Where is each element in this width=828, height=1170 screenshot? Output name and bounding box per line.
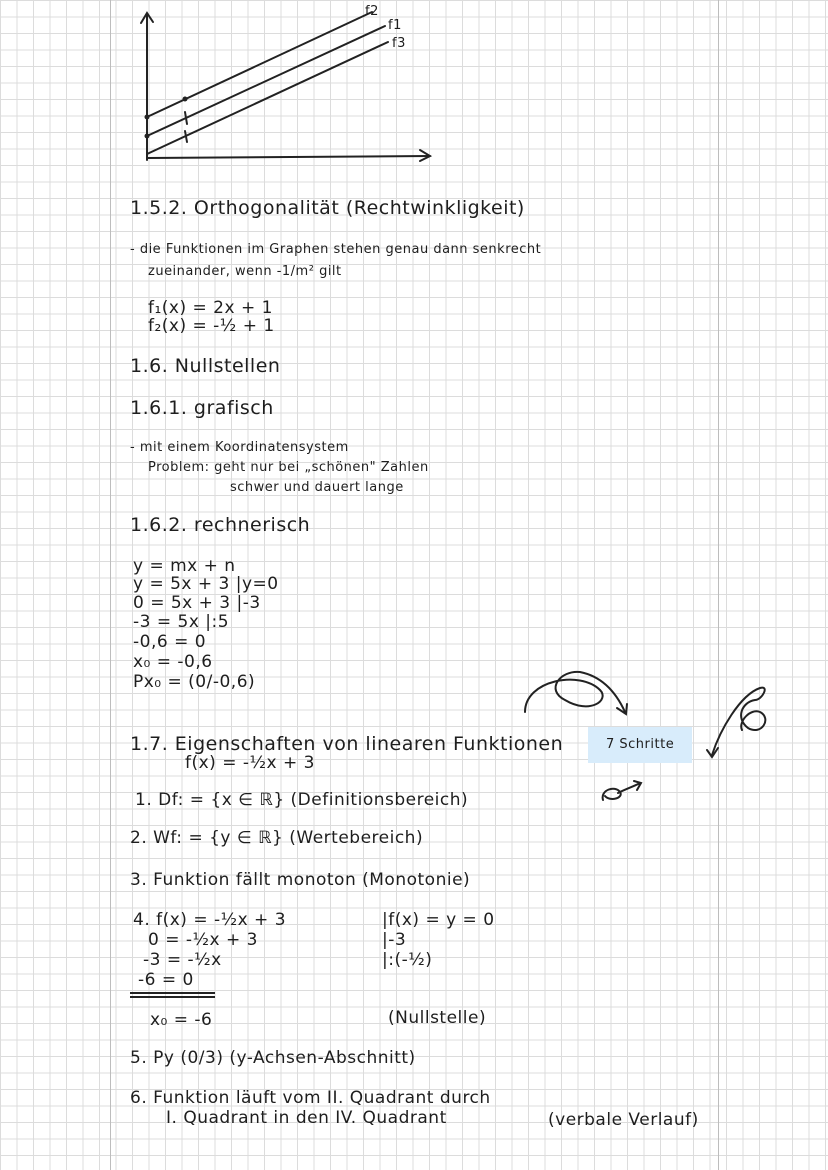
property-2: 2. Wf: = {y ∈ ℝ} (Wertebereich) [130,828,424,848]
sketch-loop-1 [525,672,625,712]
graph-label-f2: f2 [365,4,379,19]
calc-row-7: Px₀ = (0/-0,6) [133,672,256,692]
note-7-schritte: 7 Schritte [588,727,692,763]
text-grafisch-line2: Problem: geht nur bei „schönen" Zahlen [148,460,429,475]
property-6-line2: I. Quadrant in den IV. Quadrant [166,1108,447,1128]
graph-label-f1: f1 [388,18,402,33]
property-4-row-1: 4. f(x) = -½x + 3 [133,910,287,930]
heading-1-5-2: 1.5.2. Orthogonalität (Rechtwinkligkeit) [130,197,525,219]
graph-x-axis [147,156,430,158]
property-6-label: (verbale Verlauf) [548,1110,699,1130]
calc-row-5: -0,6 = 0 [133,632,207,652]
function-1-7: f(x) = -½x + 3 [185,753,315,773]
formula-f1: f₁(x) = 2x + 1 [148,298,273,318]
property-4-result: x₀ = -6 [150,1010,213,1030]
sketch-squiggle [603,783,640,800]
heading-1-7: 1.7. Eigenschaften von linearen Funktionen [130,733,564,755]
graph-line-f1 [147,26,385,136]
text-orthogonal-line1: - die Funktionen im Graphen stehen genau dann senkrecht [130,242,542,257]
property-6-line1: 6. Funktion läuft vom II. Quadrant durch [130,1088,491,1108]
property-5: 5. Py (0/3) (y-Achsen-Abschnitt) [130,1048,416,1068]
calc-row-3: 0 = 5x + 3 |-3 [133,593,261,613]
heading-1-6: 1.6. Nullstellen [130,355,281,377]
formula-f2: f₂(x) = -½ + 1 [148,316,275,336]
property-4-row-3: -3 = -½x [143,950,222,970]
graph-intercept-f2 [145,115,150,120]
text-grafisch-line1: - mit einem Koordinatensystem [130,440,349,455]
heading-1-6-1: 1.6.1. grafisch [130,397,274,419]
property-4-row-4: -6 = 0 [138,970,194,990]
property-1: 1. Df: = {x ∈ ℝ} (Definitionsbereich) [135,790,469,810]
graph-intercept-f1 [145,134,150,139]
property-4-label: (Nullstelle) [388,1008,487,1028]
property-4-op-3: |:(-½) [382,950,433,970]
graph-tick-f3 [185,131,187,142]
graph-label-f3: f3 [392,36,406,51]
text-orthogonal-line2: zueinander, wenn -1/m² gilt [148,264,342,279]
property-3: 3. Funktion fällt monoton (Monotonie) [130,870,471,890]
calc-row-1: y = mx + n [133,556,236,576]
sketch-loop-2 [712,688,765,755]
text-grafisch-line3: schwer und dauert lange [230,480,404,495]
property-4-row-2: 0 = -½x + 3 [148,930,258,950]
property-4-op-1: |f(x) = y = 0 [382,910,495,930]
property-4-op-2: |-3 [382,930,407,950]
heading-1-6-2: 1.6.2. rechnerisch [130,514,311,536]
calc-row-2: y = 5x + 3 |y=0 [133,574,279,594]
calc-row-4: -3 = 5x |:5 [133,612,230,632]
graph-tick-f1 [185,112,187,124]
calc-row-6: x₀ = -0,6 [133,652,213,672]
graph-point-f2 [183,97,188,102]
